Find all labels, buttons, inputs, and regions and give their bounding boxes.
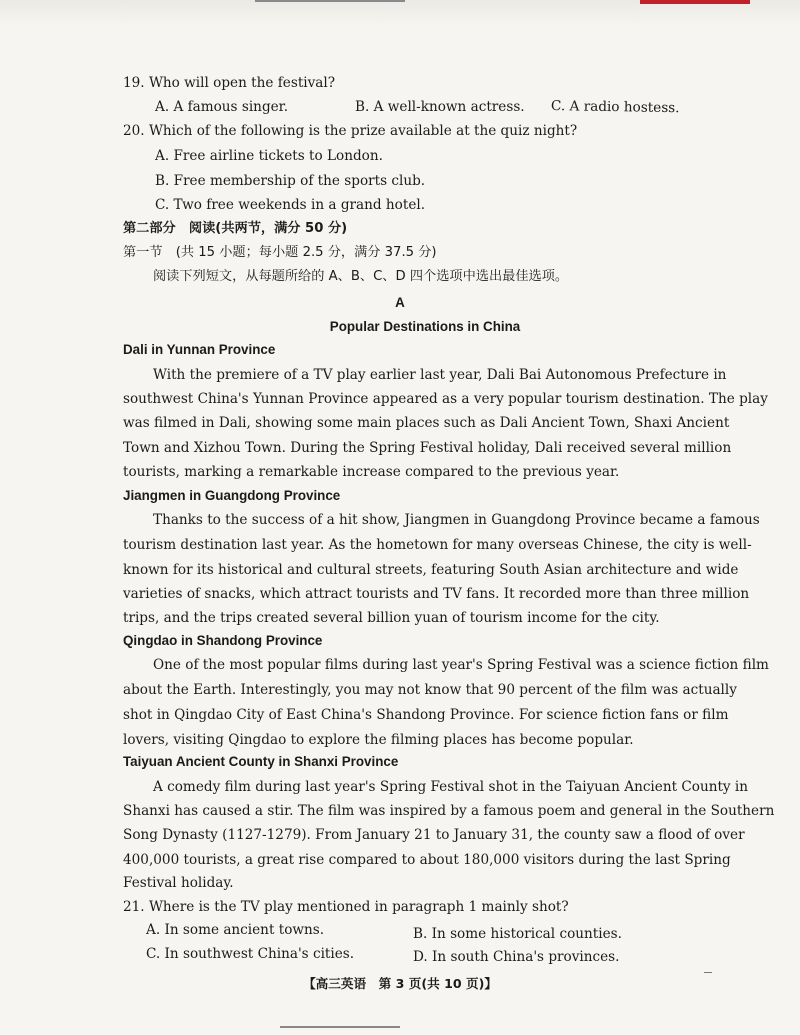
heading-jiangmen: Jiangmen in Guangdong Province xyxy=(123,488,341,503)
reading-instruction: 阅读下列短文，从每题所给的 A、B、C、D 四个选项中选出最佳选项。 xyxy=(153,269,569,284)
dali-line-3: was filmed in Dali, showing some main places such as Dali Ancient Town, Shaxi Ancient xyxy=(123,415,730,431)
dali-line-2: southwest China's Yunnan Province appeared as a very popular tourism destination. The play xyxy=(123,391,768,407)
taiyuan-line-1: A comedy film during last year's Spring Festival shot in the Taiyuan Ancient County in xyxy=(153,779,749,795)
heading-qingdao: Qingdao in Shandong Province xyxy=(123,633,323,648)
q19-option-b: B. A well-known actress. xyxy=(355,99,525,115)
q21-option-b: B. In some historical counties. xyxy=(413,926,622,942)
section-title: 第一节 (共 15 小题；每小题 2.5 分，满分 37.5 分) xyxy=(123,245,437,260)
q20-option-b: B. Free membership of the sports club. xyxy=(155,173,426,189)
question-21: 21. Where is the TV play mentioned in paragraph 1 mainly shot? xyxy=(123,899,569,915)
heading-taiyuan: Taiyuan Ancient County in Shanxi Province xyxy=(123,754,399,769)
bottom-rule xyxy=(280,1026,400,1028)
qingdao-line-3: shot in Qingdao City of East China's Shandong Province. For science fiction fans or film xyxy=(123,707,729,723)
jiangmen-line-2: tourism destination last year. As the hometown for many overseas Chinese, the city is well- xyxy=(123,537,752,553)
jiangmen-line-1: Thanks to the success of a hit show, Jiangmen in Guangdong Province became a famous xyxy=(153,512,760,528)
taiyuan-line-5: Festival holiday. xyxy=(123,875,234,891)
dali-line-5: tourists, marking a remarkable increase compared to the previous year. xyxy=(123,464,620,480)
qingdao-line-2: about the Earth. Interestingly, you may not know that 90 percent of the film was actually xyxy=(123,682,737,698)
q20-option-c: C. Two free weekends in a grand hotel. xyxy=(155,197,426,213)
taiyuan-line-2: Shanxi has caused a stir. The film was inspired by a famous poem and general in the Southern xyxy=(123,803,775,819)
jiangmen-line-3: known for its historical and cultural streets, featuring South Asian architecture and wide xyxy=(123,562,739,578)
qingdao-line-1: One of the most popular films during last year's Spring Festival was a science fiction film xyxy=(153,657,769,673)
jiangmen-line-5: trips, and the trips created several billion yuan of tourism income for the city. xyxy=(123,610,660,626)
qingdao-line-4: lovers, visiting Qingdao to explore the filming places has become popular. xyxy=(123,732,634,748)
stray-mark xyxy=(704,972,712,973)
page-footer: 【高三英语 第 3 页(共 10 页)】 xyxy=(303,976,497,991)
q21-option-a: A. In some ancient towns. xyxy=(146,922,325,938)
question-19: 19. Who will open the festival? xyxy=(123,75,336,91)
top-rule xyxy=(255,0,405,2)
passage-letter: A xyxy=(395,295,405,310)
taiyuan-line-4: 400,000 tourists, a great rise compared to about 180,000 visitors during the last Spring xyxy=(123,852,731,868)
heading-dali: Dali in Yunnan Province xyxy=(123,342,276,357)
dali-line-4: Town and Xizhou Town. During the Spring Festival holiday, Dali received several million xyxy=(123,440,732,456)
q19-option-c: C. A radio hostess. xyxy=(550,98,680,117)
passage-title: Popular Destinations in China xyxy=(329,319,521,334)
q19-option-a: A. A famous singer. xyxy=(155,99,289,115)
taiyuan-line-3: Song Dynasty (1127-1279). From January 21 to January 31, the county saw a flood of over xyxy=(123,827,745,843)
red-margin-mark xyxy=(640,0,750,4)
q21-option-d: D. In south China's provinces. xyxy=(413,949,620,965)
q20-option-a: A. Free airline tickets to London. xyxy=(155,148,383,164)
jiangmen-line-4: varieties of snacks, which attract tourists and TV fans. It recorded more than three million xyxy=(123,586,750,602)
dali-line-1: With the premiere of a TV play earlier last year, Dali Bai Autonomous Prefecture in xyxy=(153,367,727,383)
part-title: 第二部分 阅读(共两节，满分 50 分) xyxy=(123,221,348,236)
question-20: 20. Which of the following is the prize available at the quiz night? xyxy=(123,123,578,139)
q21-option-c: C. In southwest China's cities. xyxy=(146,946,355,962)
